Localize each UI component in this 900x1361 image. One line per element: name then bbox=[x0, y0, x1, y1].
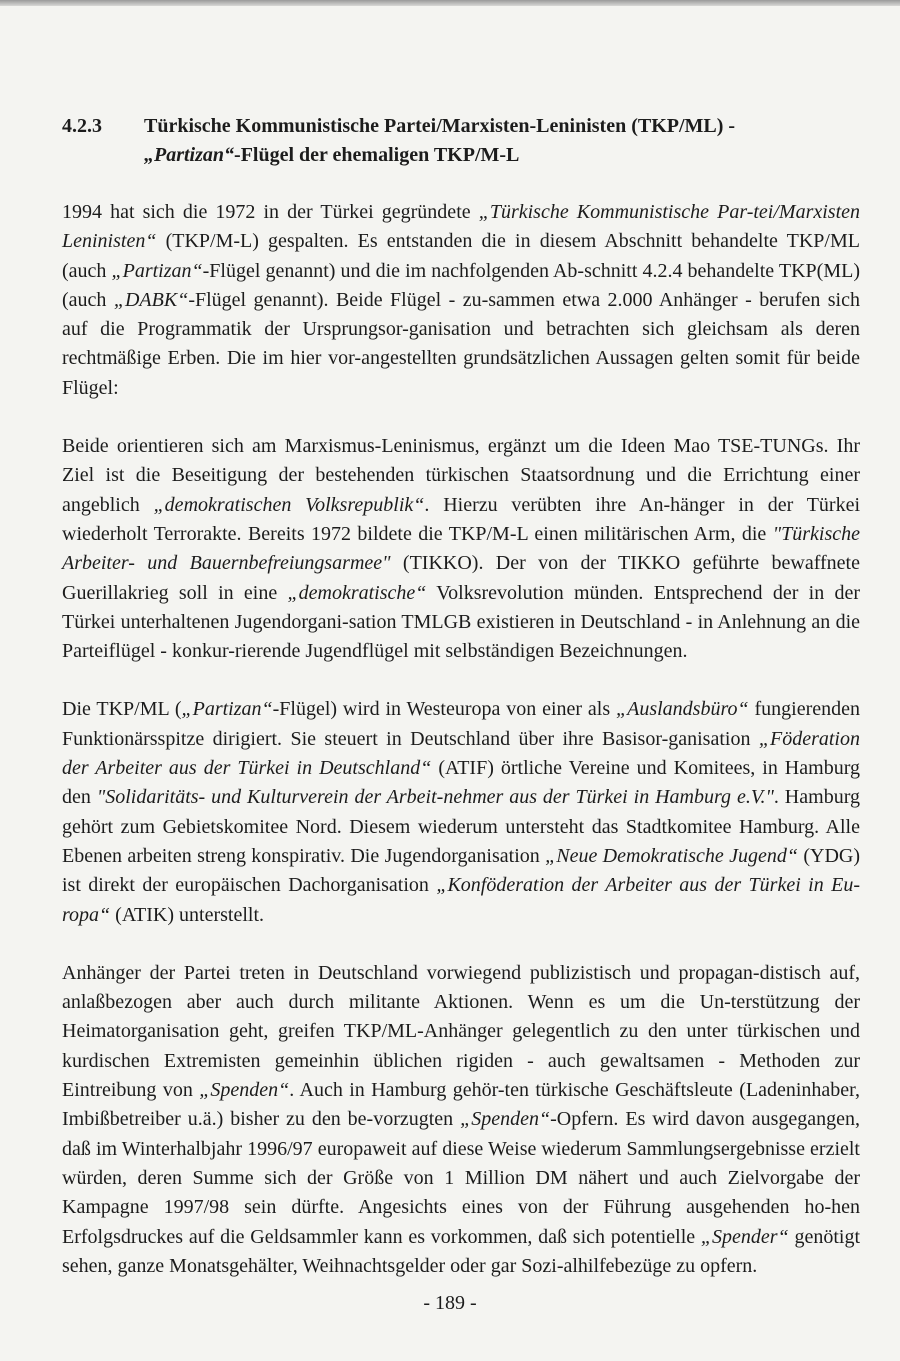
text-run: 1994 hat sich die 1972 in der Türkei gegründete bbox=[62, 201, 479, 223]
text-run: Anhänger der Partei treten in Deutschland vorwiegend publizistisch und propagan-distisch auf, anlaßbezogen aber auch durch militante Aktionen. Wenn es um die Un-terstützung der Heimatorganisation geht, greifen TKP/ML-Anhänger gelegentlich zu den unter türkischen und kurdischen Extremisten gemeinhin üblichen rigiden - auch gewaltsamen - Methoden zur Eintreibung von bbox=[62, 961, 860, 1102]
document-page bbox=[62, 112, 860, 1281]
text-run: (TIKKO). Der von der TIKKO geführte bewaffnete Guerillakrieg soll in eine bbox=[62, 552, 860, 604]
text-run: -Opfern. Es wird davon ausgegangen, daß im Winterhalbjahr 1996/97 europaweit auf diese Weise wiederum Sammlungsergebnisse erzielt würden, deren Summe sich der Größe von 1 Million DM nähert und auch Zielvorgabe der Kampagne 1997/98 sein dürfte. Angesichts eines von der Führung ausgehenden ho-hen Erfolgsdruckes auf die Geldsammler kann es vorkommen, daß sich potentielle bbox=[62, 1108, 860, 1248]
text-run: (TKP/M-L) gespalten. Es entstanden die in diesem Abschnitt behandelte TKP/ML (auch bbox=[62, 230, 860, 282]
italic-phrase: "Solidaritäts- und Kulturverein der Arbeit-nehmer aus der Türkei in Hamburg e.V." bbox=[96, 786, 774, 809]
text-run: (ATIF) örtliche Vereine und Komitees, in Hamburg den bbox=[62, 757, 860, 809]
paragraph-3 bbox=[62, 695, 860, 929]
italic-phrase: „Föderation der Arbeiter aus der Türkei in Deutschland“ bbox=[62, 727, 860, 780]
section-number: 4.2.3 bbox=[62, 115, 102, 137]
italic-phrase: „Neue Demokratische Jugend“ bbox=[545, 844, 798, 867]
paragraph-2 bbox=[62, 432, 860, 666]
text-run: -Flügel) wird in Westeuropa von einer als bbox=[272, 698, 616, 721]
italic-phrase: „Spenden“ bbox=[199, 1079, 290, 1102]
italic-phrase: „Partizan“ bbox=[181, 698, 273, 721]
italic-phrase: „DABK“ bbox=[113, 288, 189, 311]
text-run: . Hierzu verübten ihre An-hänger in der Türkei wiederholt Terrorakte. Bereits 1972 bildete die TKP/M-L einen militärischen Arm, die bbox=[62, 493, 861, 545]
italic-phrase: "Türkische Arbeiter- und Bauernbefreiungsarmee" bbox=[62, 522, 860, 575]
section-heading bbox=[62, 112, 860, 170]
text-run: genötigt sehen, ganze Monatsgehälter, Weihnachtsgelder oder gar Sozi-alhilfebezüge zu opfern. bbox=[62, 1225, 861, 1277]
text-run: (YDG) ist direkt der europäischen Dachorganisation bbox=[62, 844, 860, 897]
page-number: - 189 - bbox=[423, 1292, 477, 1314]
text-run: fungierenden Funktionärsspitze dirigiert. Sie steuert in Deutschland über ihre Basisor-ganisation bbox=[62, 698, 860, 750]
scan-top-edge bbox=[0, 0, 900, 6]
section-title-line-1: Türkische Kommunistische Partei/Marxisten-Leninisten (TKP/ML) - bbox=[144, 115, 736, 137]
text-run: -Flügel genannt) und die im nachfolgenden Ab-schnitt 4.2.4 behandelte TKP(ML) (auch bbox=[62, 259, 860, 311]
section-title-rest: -Flügel der ehemaligen TKP/M-L bbox=[234, 144, 520, 166]
italic-phrase: „Spenden“ bbox=[460, 1108, 551, 1131]
italic-phrase: „Konföderation der Arbeiter aus der Türkei in Eu-ropa“ bbox=[62, 874, 860, 926]
italic-phrase: „Türkische Kommunistische Par-tei/Marxisten Leninisten“ bbox=[62, 201, 860, 253]
italic-phrase: „demokratischen Volksrepublik“ bbox=[153, 493, 425, 516]
italic-phrase: „Spender“ bbox=[700, 1225, 789, 1248]
italic-phrase: „Auslandsbüro“ bbox=[615, 698, 749, 721]
text-run: (ATIK) unterstellt. bbox=[110, 903, 265, 926]
text-run: Beide orientieren sich am Marxismus-Leninismus, ergänzt um die Ideen Mao TSE-TUNGs. Ihr Ziel ist die Beseitigung der bestehenden türkischen Staatsordnung und die Errichtung einer angeblich bbox=[62, 435, 860, 516]
text-run: Die TKP/ML ( bbox=[62, 698, 182, 721]
section-title bbox=[144, 112, 860, 170]
text-run: -Flügel genannt). Beide Flügel - zu-sammen etwa 2.000 Anhänger - berufen sich auf die Programmatik der Ursprungsor-ganisation und betrachten sich gleichsam als deren rechtmäßige Erben. Die im hier vor-angestellten grundsätzlichen Aussagen gelten somit für beide Flügel: bbox=[62, 288, 860, 399]
text-run: Volksrevolution münden. Entsprechend der in der Türkei unterhaltenen Jugendorgani-sation TMLGB existieren in Deutschland - in Anlehnung an die Parteiflügel - konkur-rierende Jugendflügel mit selbständigen Bezeichnungen. bbox=[62, 581, 861, 663]
section-title-italic: „Partizan“ bbox=[144, 144, 235, 166]
italic-phrase: „demokratische“ bbox=[287, 581, 427, 604]
text-run: . Auch in Hamburg gehör-ten türkische Geschäftsleute (Ladeninhaber, Imbißbetreiber u.ä.) bisher zu den be-vorzugten bbox=[62, 1079, 860, 1131]
section-title-line-2 bbox=[144, 141, 860, 170]
italic-phrase: „Partizan“ bbox=[111, 259, 203, 282]
text-run: . Hamburg gehört zum Gebietskomitee Nord. Diesem wiederum untersteht das Stadtkomitee Hamburg. Alle Ebenen arbeiten streng konspirativ. Die Jugendorganisation bbox=[62, 786, 860, 867]
paragraph-1 bbox=[62, 198, 860, 403]
paragraph-4 bbox=[62, 959, 860, 1281]
